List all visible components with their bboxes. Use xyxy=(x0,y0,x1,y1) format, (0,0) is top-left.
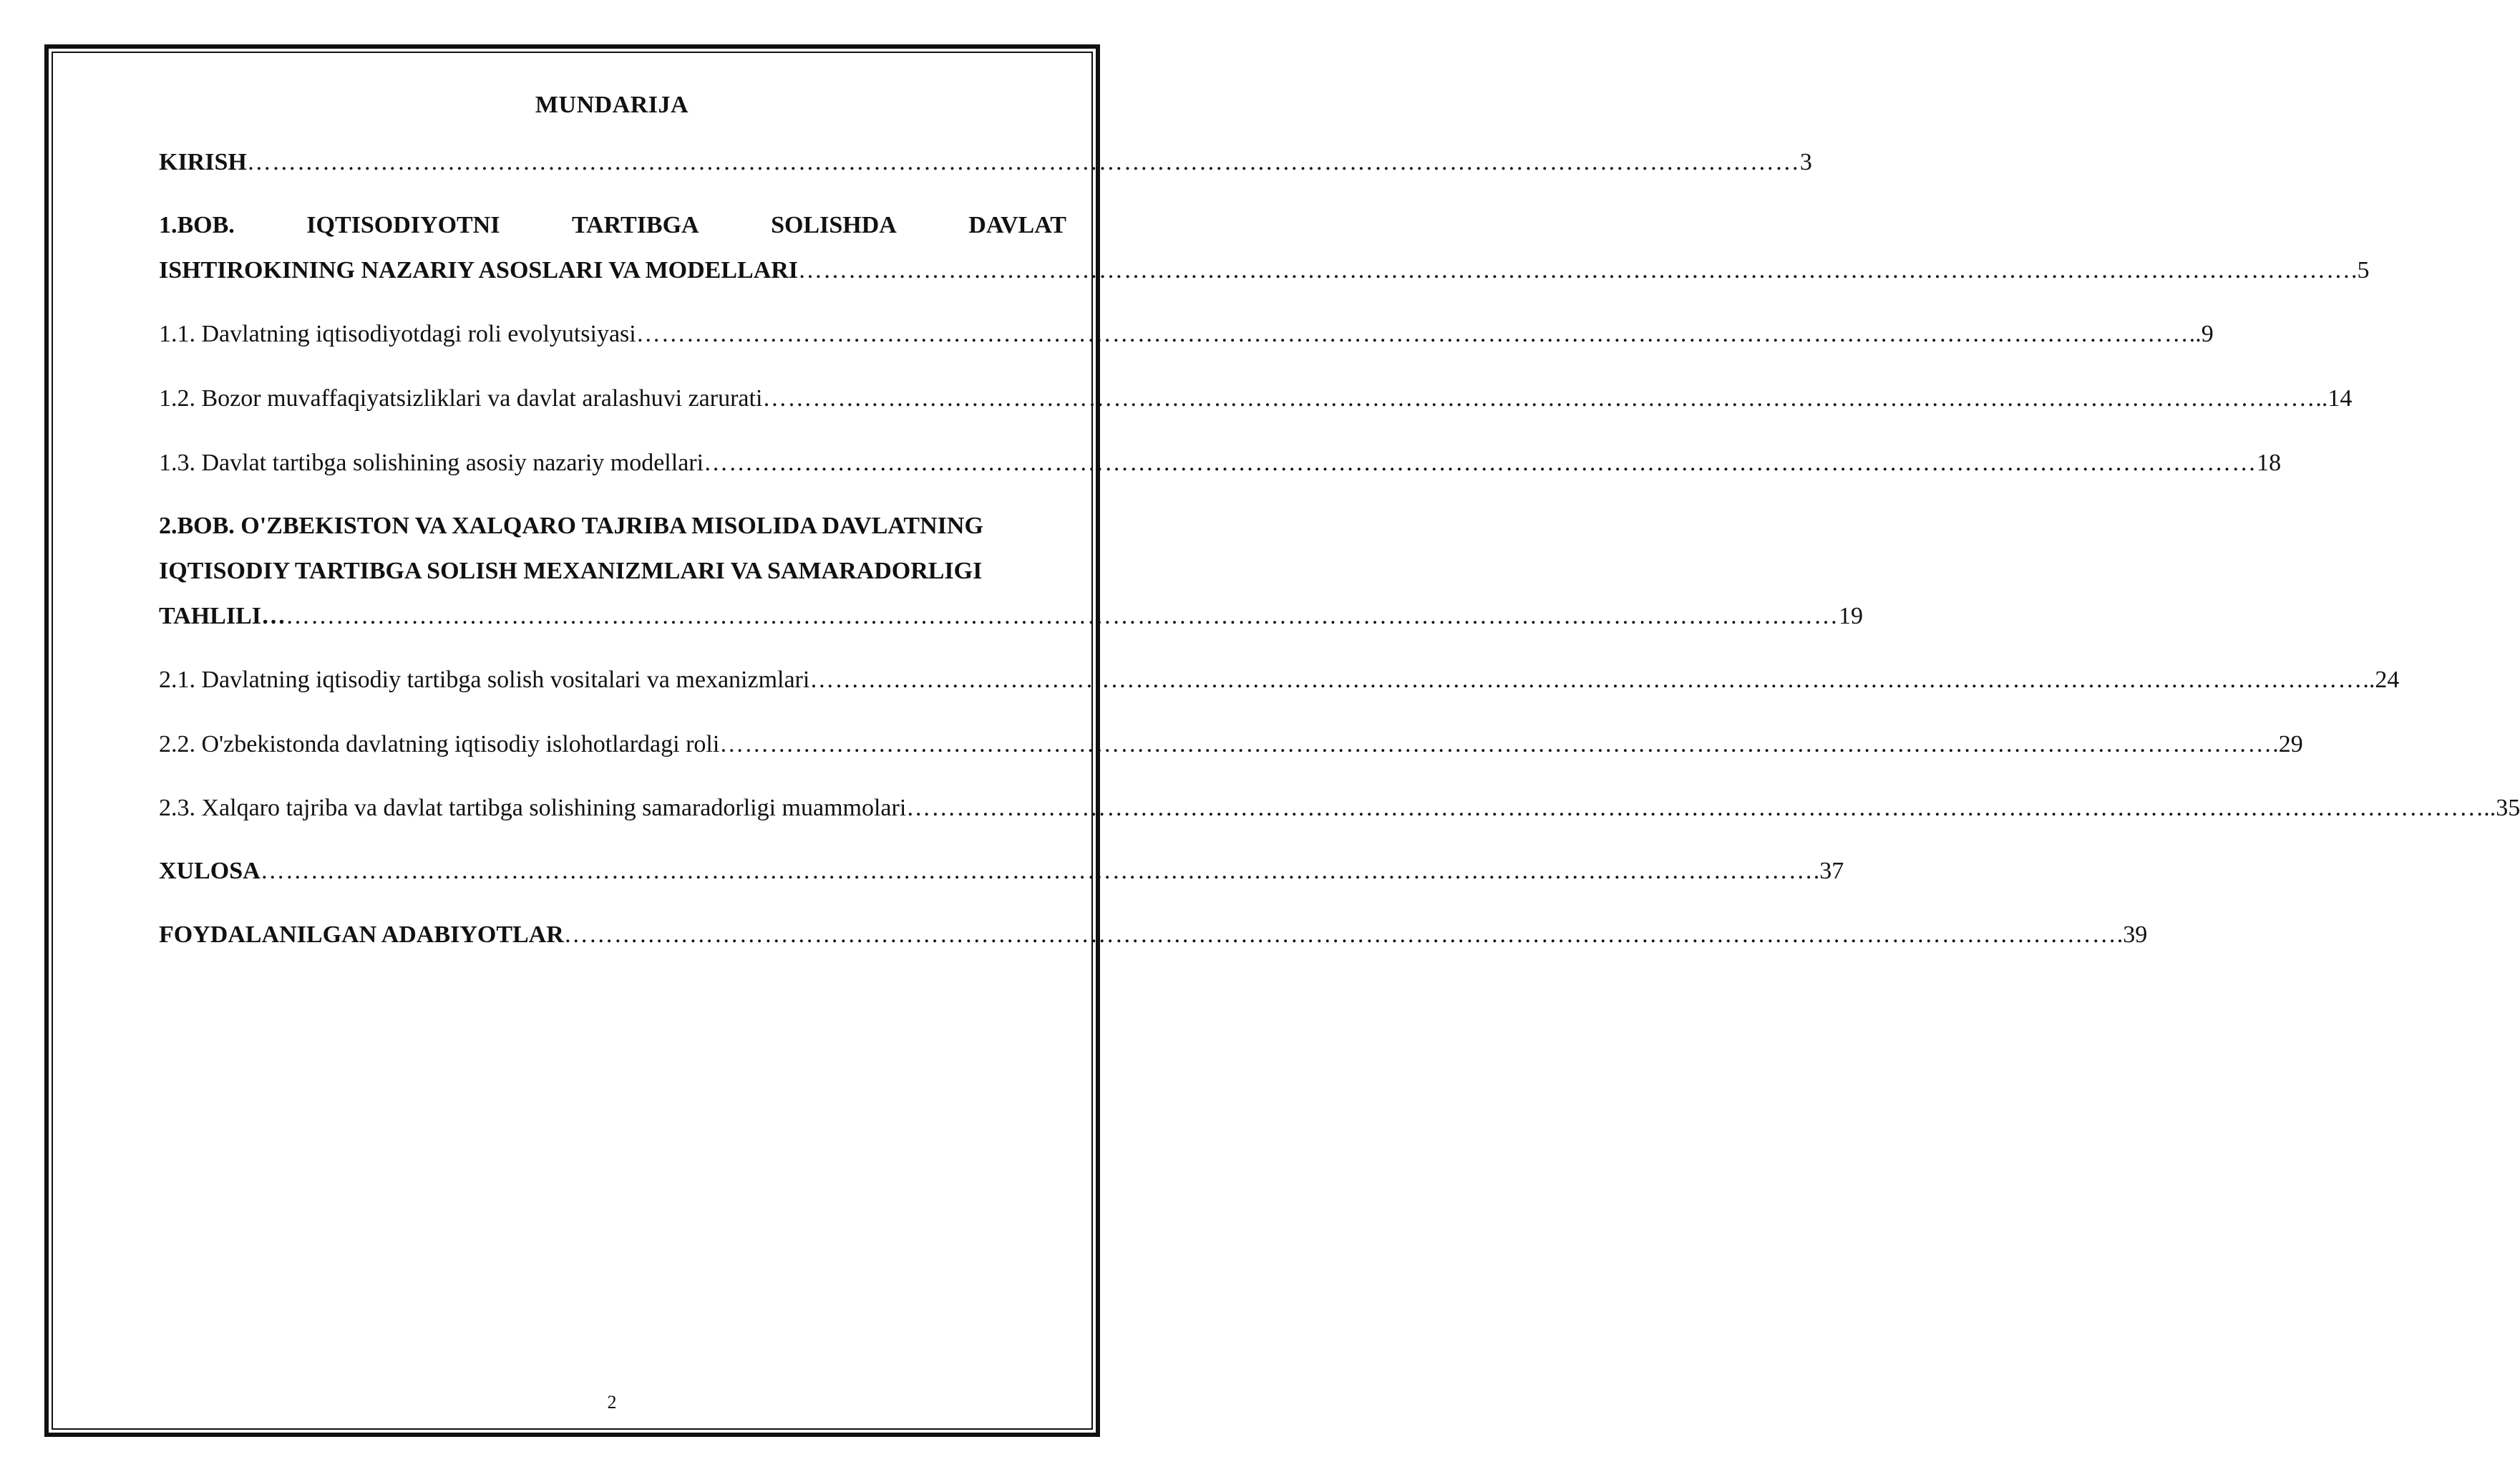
dot-leader: …………………………………………………………………………………………………………………………………………………………………… xyxy=(285,603,1839,629)
toc-entry-label: 1.3. Davlat tartibga solishining asosiy nazariy modellari xyxy=(159,450,704,476)
toc-entry-label: 1.1. Davlatning iqtisodiyotdagi roli evolyutsiyasi xyxy=(159,321,636,347)
toc-word: 1.BOB. xyxy=(159,212,235,238)
toc-entry-label: 2.2. O'zbekistonda davlatning iqtisodiy islohotlardagi roli xyxy=(159,731,720,757)
toc-entry-bob1-line1[interactable] xyxy=(159,211,1066,240)
toc-page-number: .5 xyxy=(2351,257,2370,284)
toc-entry-label: 2.3. Xalqaro tajriba va davlat tartibga solishining samaradorligi muammolari xyxy=(159,795,907,821)
toc-page-number: .37 xyxy=(1813,858,1844,884)
toc-page-number: .29 xyxy=(2272,731,2303,757)
toc-page-number: ..24 xyxy=(2363,667,2400,693)
toc-entry-label: KIRISH xyxy=(159,149,247,175)
toc-entry-label: TAHLILI… xyxy=(159,603,286,629)
toc-entry-bob2-line1[interactable]: 2.BOB. O'ZBEKISTON VA XALQARO TAJRIBA MISOLIDA DAVLATNING xyxy=(159,513,983,539)
dot-leader: …………………………………………………………………………………………………………………………………………………………………… xyxy=(636,321,2189,347)
toc-page-number: .39 xyxy=(2116,921,2148,948)
toc-title: MUNDARIJA xyxy=(535,92,689,118)
toc-entry-1-1[interactable] xyxy=(159,320,2214,349)
dot-leader: …………………………………………………………………………………………………………………………………………………………………… xyxy=(762,385,2316,412)
toc-entry-label: 1.2. Bozor muvaffaqiyatsizliklari va davlat aralashuvi zarurati xyxy=(159,385,763,412)
toc-entry-2-2[interactable] xyxy=(159,730,2303,759)
toc-word: SOLISHDA xyxy=(771,212,897,238)
toc-entry-2-1[interactable] xyxy=(159,666,2400,694)
toc-entry-label: XULOSA xyxy=(159,858,261,884)
dot-leader: …………………………………………………………………………………………………………………………………………………………………… xyxy=(246,149,1800,175)
dot-leader: …………………………………………………………………………………………………………………………………………………………………… xyxy=(809,667,2363,693)
toc-entry-label: FOYDALANILGAN ADABIYOTLAR xyxy=(159,921,564,948)
dot-leader: …………………………………………………………………………………………………………………………………………………………………… xyxy=(906,795,2460,821)
toc-page-number: …..35 xyxy=(2459,795,2520,821)
toc-entry-adabiyotlar[interactable] xyxy=(159,921,2148,949)
toc-page-number: ..9 xyxy=(2189,321,2214,347)
toc-entry-2-3[interactable] xyxy=(159,794,2520,823)
page-number: 2 xyxy=(607,1392,617,1413)
toc-word: DAVLAT xyxy=(968,212,1066,238)
toc-page-number: 19 xyxy=(1838,603,1863,629)
toc-entry-kirish[interactable] xyxy=(159,148,1812,177)
toc-entry-bob2-line3[interactable] xyxy=(159,602,1863,631)
toc-word: IQTISODIYOTNI xyxy=(306,212,500,238)
toc-entry-bob1-line2[interactable] xyxy=(159,256,2370,285)
toc-page-number: ..14 xyxy=(2315,385,2353,412)
dot-leader: …………………………………………………………………………………………………………………………………………………………………… xyxy=(563,921,2117,948)
dot-leader: …………………………………………………………………………………………………………………………………………………………………… xyxy=(260,858,1814,884)
dot-leader: …………………………………………………………………………………………………………………………………………………………………… xyxy=(798,257,2352,284)
toc-entry-label: ISHTIROKINING NAZARIY ASOSLARI VA MODELLARI xyxy=(159,257,799,284)
toc-entry-label: 2.1. Davlatning iqtisodiy tartibga solish vositalari va mexanizmlari xyxy=(159,667,810,693)
dot-leader: …………………………………………………………………………………………………………………………………………………………………… xyxy=(704,450,2257,476)
toc-entry-1-3[interactable] xyxy=(159,449,2282,478)
toc-page-number: 3 xyxy=(1799,149,1812,175)
toc-entry-bob2-line2[interactable]: IQTISODIY TARTIBGA SOLISH MEXANIZMLARI VA SAMARADORLIGI xyxy=(159,558,983,584)
toc-page-number: 18 xyxy=(2257,450,2282,476)
toc-entry-xulosa[interactable] xyxy=(159,857,1844,886)
toc-word: TARTIBGA xyxy=(571,212,699,238)
dot-leader: …………………………………………………………………………………………………………………………………………………………………… xyxy=(719,731,2273,757)
toc-entry-1-2[interactable] xyxy=(159,384,2353,413)
